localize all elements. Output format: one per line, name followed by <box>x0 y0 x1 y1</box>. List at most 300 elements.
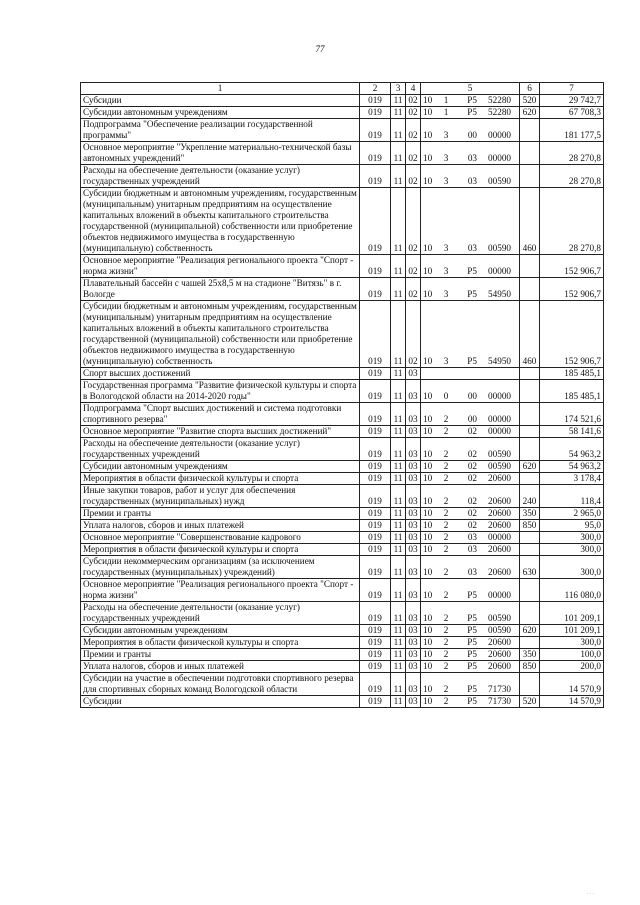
target-article-part: 3 <box>443 289 449 299</box>
target-article-part: 02 <box>467 496 477 506</box>
target-article-part: 00590 <box>488 613 511 623</box>
row-section-code: 11 <box>391 301 406 368</box>
row-amount: 28 270,8 <box>540 142 604 165</box>
target-article-part: 02 <box>467 520 477 530</box>
target-article-part: 2 <box>443 649 449 659</box>
row-expense-type: 520 <box>520 95 540 107</box>
row-amount: 28 270,8 <box>540 188 604 255</box>
target-article-part: 3 <box>443 243 449 253</box>
row-target-article <box>421 520 520 532</box>
target-article-part: P5 <box>467 637 477 647</box>
row-amount: 14 570,9 <box>540 673 604 696</box>
row-subsection-code: 03 <box>406 637 421 649</box>
row-expense-type <box>520 380 540 403</box>
row-target-article <box>421 637 520 649</box>
target-article-part: 02 <box>467 473 477 483</box>
table-row <box>81 438 604 461</box>
header-cell: 5 <box>421 83 520 95</box>
row-expense-type: 620 <box>520 625 540 637</box>
table-row <box>81 485 604 508</box>
row-ministry-code: 019 <box>360 438 391 461</box>
target-article-part: 3 <box>443 266 449 276</box>
table-row <box>81 403 604 426</box>
row-amount: 28 270,8 <box>540 165 604 188</box>
target-article-part: 20600 <box>488 544 511 554</box>
row-name: Подпрограмма "Обеспечение реализации государственной программы" <box>81 119 360 142</box>
target-article-part: 10 <box>423 243 433 253</box>
table-row <box>81 637 604 649</box>
table-row <box>81 661 604 673</box>
target-article-part: 3 <box>443 130 449 140</box>
row-ministry-code: 019 <box>360 119 391 142</box>
row-subsection-code: 03 <box>406 625 421 637</box>
row-section-code: 11 <box>391 438 406 461</box>
row-name: Субсидии некоммерческим организациям (за исключением государственных (муниципальных) учреждений) <box>81 556 360 579</box>
target-article-part: 10 <box>423 473 433 483</box>
row-amount: 29 742,7 <box>540 95 604 107</box>
target-article-part: 03 <box>467 544 477 554</box>
target-article-part: 10 <box>423 391 433 401</box>
target-article-part: 2 <box>443 590 449 600</box>
row-amount: 185 485,1 <box>540 368 604 380</box>
row-amount: 101 209,1 <box>540 602 604 625</box>
target-article-part: 10 <box>423 613 433 623</box>
row-expense-type <box>520 602 540 625</box>
target-article-part: 00000 <box>488 426 511 436</box>
row-amount: 152 906,7 <box>540 301 604 368</box>
table-body <box>81 95 604 708</box>
row-amount: 54 963,2 <box>540 461 604 473</box>
row-name: Основное мероприятие "Совершенствование кадрового <box>81 532 360 544</box>
target-article-part: 10 <box>423 153 433 163</box>
row-expense-type: 350 <box>520 508 540 520</box>
row-name: Уплата налогов, сборов и иных платежей <box>81 661 360 673</box>
target-article-part: 10 <box>423 590 433 600</box>
row-target-article <box>421 278 520 301</box>
target-article-part: 03 <box>467 567 477 577</box>
target-article-part: 02 <box>467 449 477 459</box>
target-article-part: 00000 <box>488 590 511 600</box>
row-subsection-code: 03 <box>406 532 421 544</box>
row-target-article <box>421 380 520 403</box>
row-name: Уплата налогов, сборов и иных платежей <box>81 520 360 532</box>
row-target-article <box>421 649 520 661</box>
row-target-article <box>421 532 520 544</box>
target-article-part: 00000 <box>488 153 511 163</box>
row-subsection-code: 03 <box>406 661 421 673</box>
row-target-article <box>421 165 520 188</box>
row-ministry-code: 019 <box>360 188 391 255</box>
row-ministry-code: 019 <box>360 649 391 661</box>
target-article-part: 10 <box>423 649 433 659</box>
target-article-part: P5 <box>467 625 477 635</box>
target-article-part: 20600 <box>488 567 511 577</box>
target-article-part: 0 <box>443 391 449 401</box>
row-subsection-code: 03 <box>406 649 421 661</box>
row-expense-type: 620 <box>520 107 540 119</box>
target-article-part: 20600 <box>488 637 511 647</box>
row-expense-type: 620 <box>520 461 540 473</box>
target-article-part: 10 <box>423 696 433 706</box>
target-article-part: 10 <box>423 414 433 424</box>
row-section-code: 11 <box>391 107 406 119</box>
row-section-code: 11 <box>391 532 406 544</box>
target-article-part: 2 <box>443 625 449 635</box>
row-subsection-code: 03 <box>406 461 421 473</box>
table-row <box>81 556 604 579</box>
target-article-part: 3 <box>443 356 449 366</box>
row-subsection-code: 02 <box>406 142 421 165</box>
row-target-article <box>421 107 520 119</box>
row-section-code: 11 <box>391 188 406 255</box>
row-expense-type <box>520 119 540 142</box>
row-name: Спорт высших достижений <box>81 368 360 380</box>
row-target-article <box>421 438 520 461</box>
row-section-code: 11 <box>391 95 406 107</box>
row-section-code: 11 <box>391 649 406 661</box>
target-article-part: 20600 <box>488 649 511 659</box>
row-amount: 200,0 <box>540 661 604 673</box>
table-row <box>81 368 604 380</box>
row-ministry-code: 019 <box>360 473 391 485</box>
target-article-part: 00000 <box>488 130 511 140</box>
row-amount: 174 521,6 <box>540 403 604 426</box>
row-target-article <box>421 426 520 438</box>
row-name: Субсидии автономным учреждениям <box>81 461 360 473</box>
row-expense-type <box>520 673 540 696</box>
row-subsection-code: 03 <box>406 696 421 708</box>
table-row <box>81 255 604 278</box>
target-article-part: P5 <box>467 95 477 105</box>
target-article-part: 10 <box>423 266 433 276</box>
table-header <box>81 83 604 95</box>
row-expense-type: 520 <box>520 696 540 708</box>
table-row <box>81 473 604 485</box>
row-expense-type <box>520 165 540 188</box>
row-subsection-code: 02 <box>406 301 421 368</box>
row-target-article <box>421 461 520 473</box>
row-expense-type <box>520 142 540 165</box>
target-article-part: 2 <box>443 613 449 623</box>
row-subsection-code: 02 <box>406 255 421 278</box>
target-article-part: 00000 <box>488 532 511 542</box>
row-expense-type <box>520 473 540 485</box>
target-article-part: P5 <box>467 661 477 671</box>
row-amount: 101 209,1 <box>540 625 604 637</box>
row-amount: 67 708,3 <box>540 107 604 119</box>
row-name: Мероприятия в области физической культуры и спорта <box>81 544 360 556</box>
row-expense-type: 350 <box>520 649 540 661</box>
row-target-article <box>421 188 520 255</box>
target-article-part: P5 <box>467 613 477 623</box>
row-ministry-code: 019 <box>360 255 391 278</box>
target-article-part: 52280 <box>488 95 511 105</box>
target-article-part: 20600 <box>488 473 511 483</box>
row-target-article <box>421 119 520 142</box>
row-ministry-code: 019 <box>360 602 391 625</box>
row-ministry-code: 019 <box>360 107 391 119</box>
header-cell: 3 <box>391 83 406 95</box>
target-article-part: 10 <box>423 289 433 299</box>
row-name: Государственная программа "Развитие физической культуры и спорта в Вологодской области на 2014-2020 годы" <box>81 380 360 403</box>
table-row <box>81 579 604 602</box>
header-cell: 1 <box>81 83 360 95</box>
target-article-part: 00590 <box>488 243 511 253</box>
row-ministry-code: 019 <box>360 461 391 473</box>
target-article-part: P5 <box>467 590 477 600</box>
table-row <box>81 278 604 301</box>
target-article-part: P5 <box>467 696 477 706</box>
row-name: Основное мероприятие "Реализация регионального проекта "Спорт - норма жизни" <box>81 255 360 278</box>
row-ministry-code: 019 <box>360 696 391 708</box>
target-article-part: 10 <box>423 508 433 518</box>
row-subsection-code: 02 <box>406 188 421 255</box>
header-cell: 2 <box>360 83 391 95</box>
target-article-part: 02 <box>467 461 477 471</box>
row-subsection-code: 03 <box>406 579 421 602</box>
row-section-code: 11 <box>391 165 406 188</box>
row-subsection-code: 02 <box>406 119 421 142</box>
table-row <box>81 673 604 696</box>
row-section-code: 11 <box>391 278 406 301</box>
row-section-code: 11 <box>391 142 406 165</box>
row-expense-type: 850 <box>520 661 540 673</box>
row-section-code: 11 <box>391 625 406 637</box>
row-target-article <box>421 473 520 485</box>
table-row <box>81 532 604 544</box>
row-name: Основное мероприятие "Укрепление материально-технической базы автономных учреждений" <box>81 142 360 165</box>
row-subsection-code: 02 <box>406 107 421 119</box>
target-article-part: 02 <box>467 426 477 436</box>
row-name: Субсидии <box>81 696 360 708</box>
target-article-part: 52280 <box>488 107 511 117</box>
row-section-code: 11 <box>391 637 406 649</box>
row-expense-type <box>520 438 540 461</box>
target-article-part: 10 <box>423 130 433 140</box>
row-section-code: 11 <box>391 473 406 485</box>
row-section-code: 11 <box>391 380 406 403</box>
row-ministry-code: 019 <box>360 278 391 301</box>
row-section-code: 11 <box>391 485 406 508</box>
target-article-part: 00000 <box>488 266 511 276</box>
budget-table <box>80 82 604 708</box>
row-ministry-code: 019 <box>360 637 391 649</box>
row-name: Расходы на обеспечение деятельности (оказание услуг) государственных учреждений <box>81 602 360 625</box>
row-ministry-code: 019 <box>360 661 391 673</box>
row-name: Субсидии <box>81 95 360 107</box>
row-amount: 95,0 <box>540 520 604 532</box>
row-name: Основное мероприятие "Реализация регионального проекта "Спорт - норма жизни" <box>81 579 360 602</box>
target-article-part: 3 <box>443 153 449 163</box>
row-ministry-code: 019 <box>360 532 391 544</box>
row-subsection-code: 03 <box>406 602 421 625</box>
row-amount: 58 141,6 <box>540 426 604 438</box>
target-article-part: 10 <box>423 449 433 459</box>
target-article-part: 2 <box>443 496 449 506</box>
row-ministry-code: 019 <box>360 556 391 579</box>
row-section-code: 11 <box>391 368 406 380</box>
row-expense-type <box>520 579 540 602</box>
row-expense-type: 460 <box>520 301 540 368</box>
target-article-part: 2 <box>443 684 449 694</box>
row-target-article <box>421 255 520 278</box>
target-article-part: 10 <box>423 661 433 671</box>
row-section-code: 11 <box>391 426 406 438</box>
row-expense-type <box>520 255 540 278</box>
row-amount: 300,0 <box>540 544 604 556</box>
target-article-part: 2 <box>443 567 449 577</box>
target-article-part: 2 <box>443 461 449 471</box>
target-article-part: 10 <box>423 107 433 117</box>
target-article-part: 2 <box>443 637 449 647</box>
target-article-part: 10 <box>423 625 433 635</box>
target-article-part: 2 <box>443 520 449 530</box>
target-article-part: P5 <box>467 684 477 694</box>
row-name: Мероприятия в области физической культуры и спорта <box>81 637 360 649</box>
row-name: Субсидии автономным учреждениям <box>81 107 360 119</box>
row-subsection-code: 02 <box>406 165 421 188</box>
target-article-part: 71730 <box>488 696 511 706</box>
row-ministry-code: 019 <box>360 165 391 188</box>
table-row <box>81 696 604 708</box>
row-expense-type: 240 <box>520 485 540 508</box>
row-name: Премии и гранты <box>81 508 360 520</box>
row-section-code: 11 <box>391 544 406 556</box>
row-target-article <box>421 602 520 625</box>
row-expense-type: 850 <box>520 520 540 532</box>
row-expense-type <box>520 544 540 556</box>
row-ministry-code: 019 <box>360 380 391 403</box>
row-amount: 300,0 <box>540 637 604 649</box>
row-target-article <box>421 544 520 556</box>
target-article-part: 03 <box>467 153 477 163</box>
row-amount: 116 080,0 <box>540 579 604 602</box>
target-article-part: 10 <box>423 544 433 554</box>
row-section-code: 11 <box>391 508 406 520</box>
row-amount: 100,0 <box>540 649 604 661</box>
row-subsection-code: 03 <box>406 544 421 556</box>
table-row <box>81 508 604 520</box>
row-ministry-code: 019 <box>360 579 391 602</box>
target-article-part: 2 <box>443 473 449 483</box>
target-article-part: 2 <box>443 532 449 542</box>
header-cell: 7 <box>540 83 604 95</box>
target-article-part: P5 <box>467 649 477 659</box>
row-target-article <box>421 579 520 602</box>
row-amount: 118,4 <box>540 485 604 508</box>
row-ministry-code: 019 <box>360 485 391 508</box>
table-row <box>81 301 604 368</box>
row-subsection-code: 03 <box>406 438 421 461</box>
row-ministry-code: 019 <box>360 426 391 438</box>
row-target-article <box>421 696 520 708</box>
target-article-part: 10 <box>423 95 433 105</box>
row-target-article <box>421 673 520 696</box>
row-amount: 54 963,2 <box>540 438 604 461</box>
row-section-code: 11 <box>391 556 406 579</box>
row-section-code: 11 <box>391 119 406 142</box>
table-row <box>81 165 604 188</box>
row-subsection-code: 03 <box>406 368 421 380</box>
row-expense-type <box>520 426 540 438</box>
target-article-part: P5 <box>467 266 477 276</box>
table-row <box>81 119 604 142</box>
target-article-part: 10 <box>423 496 433 506</box>
row-subsection-code: 02 <box>406 95 421 107</box>
target-article-part: 00 <box>467 130 477 140</box>
target-article-part: 2 <box>443 449 449 459</box>
row-subsection-code: 03 <box>406 556 421 579</box>
row-section-code: 11 <box>391 602 406 625</box>
table-row <box>81 625 604 637</box>
target-article-part: 1 <box>443 95 449 105</box>
row-amount: 300,0 <box>540 556 604 579</box>
target-article-part: 54950 <box>488 356 511 366</box>
target-article-part: 00000 <box>488 414 511 424</box>
row-subsection-code: 03 <box>406 380 421 403</box>
row-name: Расходы на обеспечение деятельности (оказание услуг) государственных учреждений <box>81 165 360 188</box>
target-article-part: 00590 <box>488 176 511 186</box>
row-name: Подпрограмма "Спорт высших достижений и система подготовки спортивного резерва" <box>81 403 360 426</box>
row-ministry-code: 019 <box>360 508 391 520</box>
row-amount: 185 485,1 <box>540 380 604 403</box>
row-ministry-code: 019 <box>360 403 391 426</box>
table-row <box>81 602 604 625</box>
target-article-part: P5 <box>467 289 477 299</box>
row-name: Субсидии бюджетным и автономным учреждениям, государственным (муниципальным) унитарным предприятиям на осуществление капитальных вложений в объекты капитального строительства государственной (муниципальной) собственности или приобретение объектов недвижимого имущества в государственную (муниципальную) собственность <box>81 188 360 255</box>
row-expense-type <box>520 403 540 426</box>
target-article-part: P5 <box>467 107 477 117</box>
target-article-part: 20600 <box>488 496 511 506</box>
row-target-article <box>421 95 520 107</box>
target-article-part: 10 <box>423 426 433 436</box>
target-article-part: 2 <box>443 426 449 436</box>
table-row <box>81 142 604 165</box>
target-article-part: 10 <box>423 637 433 647</box>
target-article-part: 03 <box>467 176 477 186</box>
row-ministry-code: 019 <box>360 142 391 165</box>
row-ministry-code: 019 <box>360 544 391 556</box>
target-article-part: 03 <box>467 532 477 542</box>
target-article-part: 20600 <box>488 520 511 530</box>
row-section-code: 11 <box>391 579 406 602</box>
row-name: Субсидии автономным учреждениям <box>81 625 360 637</box>
row-expense-type: 630 <box>520 556 540 579</box>
scan-mark: · · · <box>586 892 594 897</box>
target-article-part: 2 <box>443 696 449 706</box>
row-section-code: 11 <box>391 461 406 473</box>
row-expense-type <box>520 637 540 649</box>
target-article-part: 20600 <box>488 661 511 671</box>
row-amount: 2 965,0 <box>540 508 604 520</box>
row-subsection-code: 03 <box>406 673 421 696</box>
page-number: 77 <box>315 44 325 54</box>
target-article-part: 00 <box>467 414 477 424</box>
row-target-article <box>421 301 520 368</box>
row-amount: 300,0 <box>540 532 604 544</box>
table-row <box>81 426 604 438</box>
row-target-article <box>421 142 520 165</box>
row-expense-type <box>520 278 540 301</box>
row-section-code: 11 <box>391 661 406 673</box>
target-article-part: 03 <box>467 243 477 253</box>
table-row <box>81 188 604 255</box>
table-row <box>81 107 604 119</box>
row-subsection-code: 03 <box>406 473 421 485</box>
row-target-article <box>421 485 520 508</box>
table-row <box>81 95 604 107</box>
row-ministry-code: 019 <box>360 95 391 107</box>
